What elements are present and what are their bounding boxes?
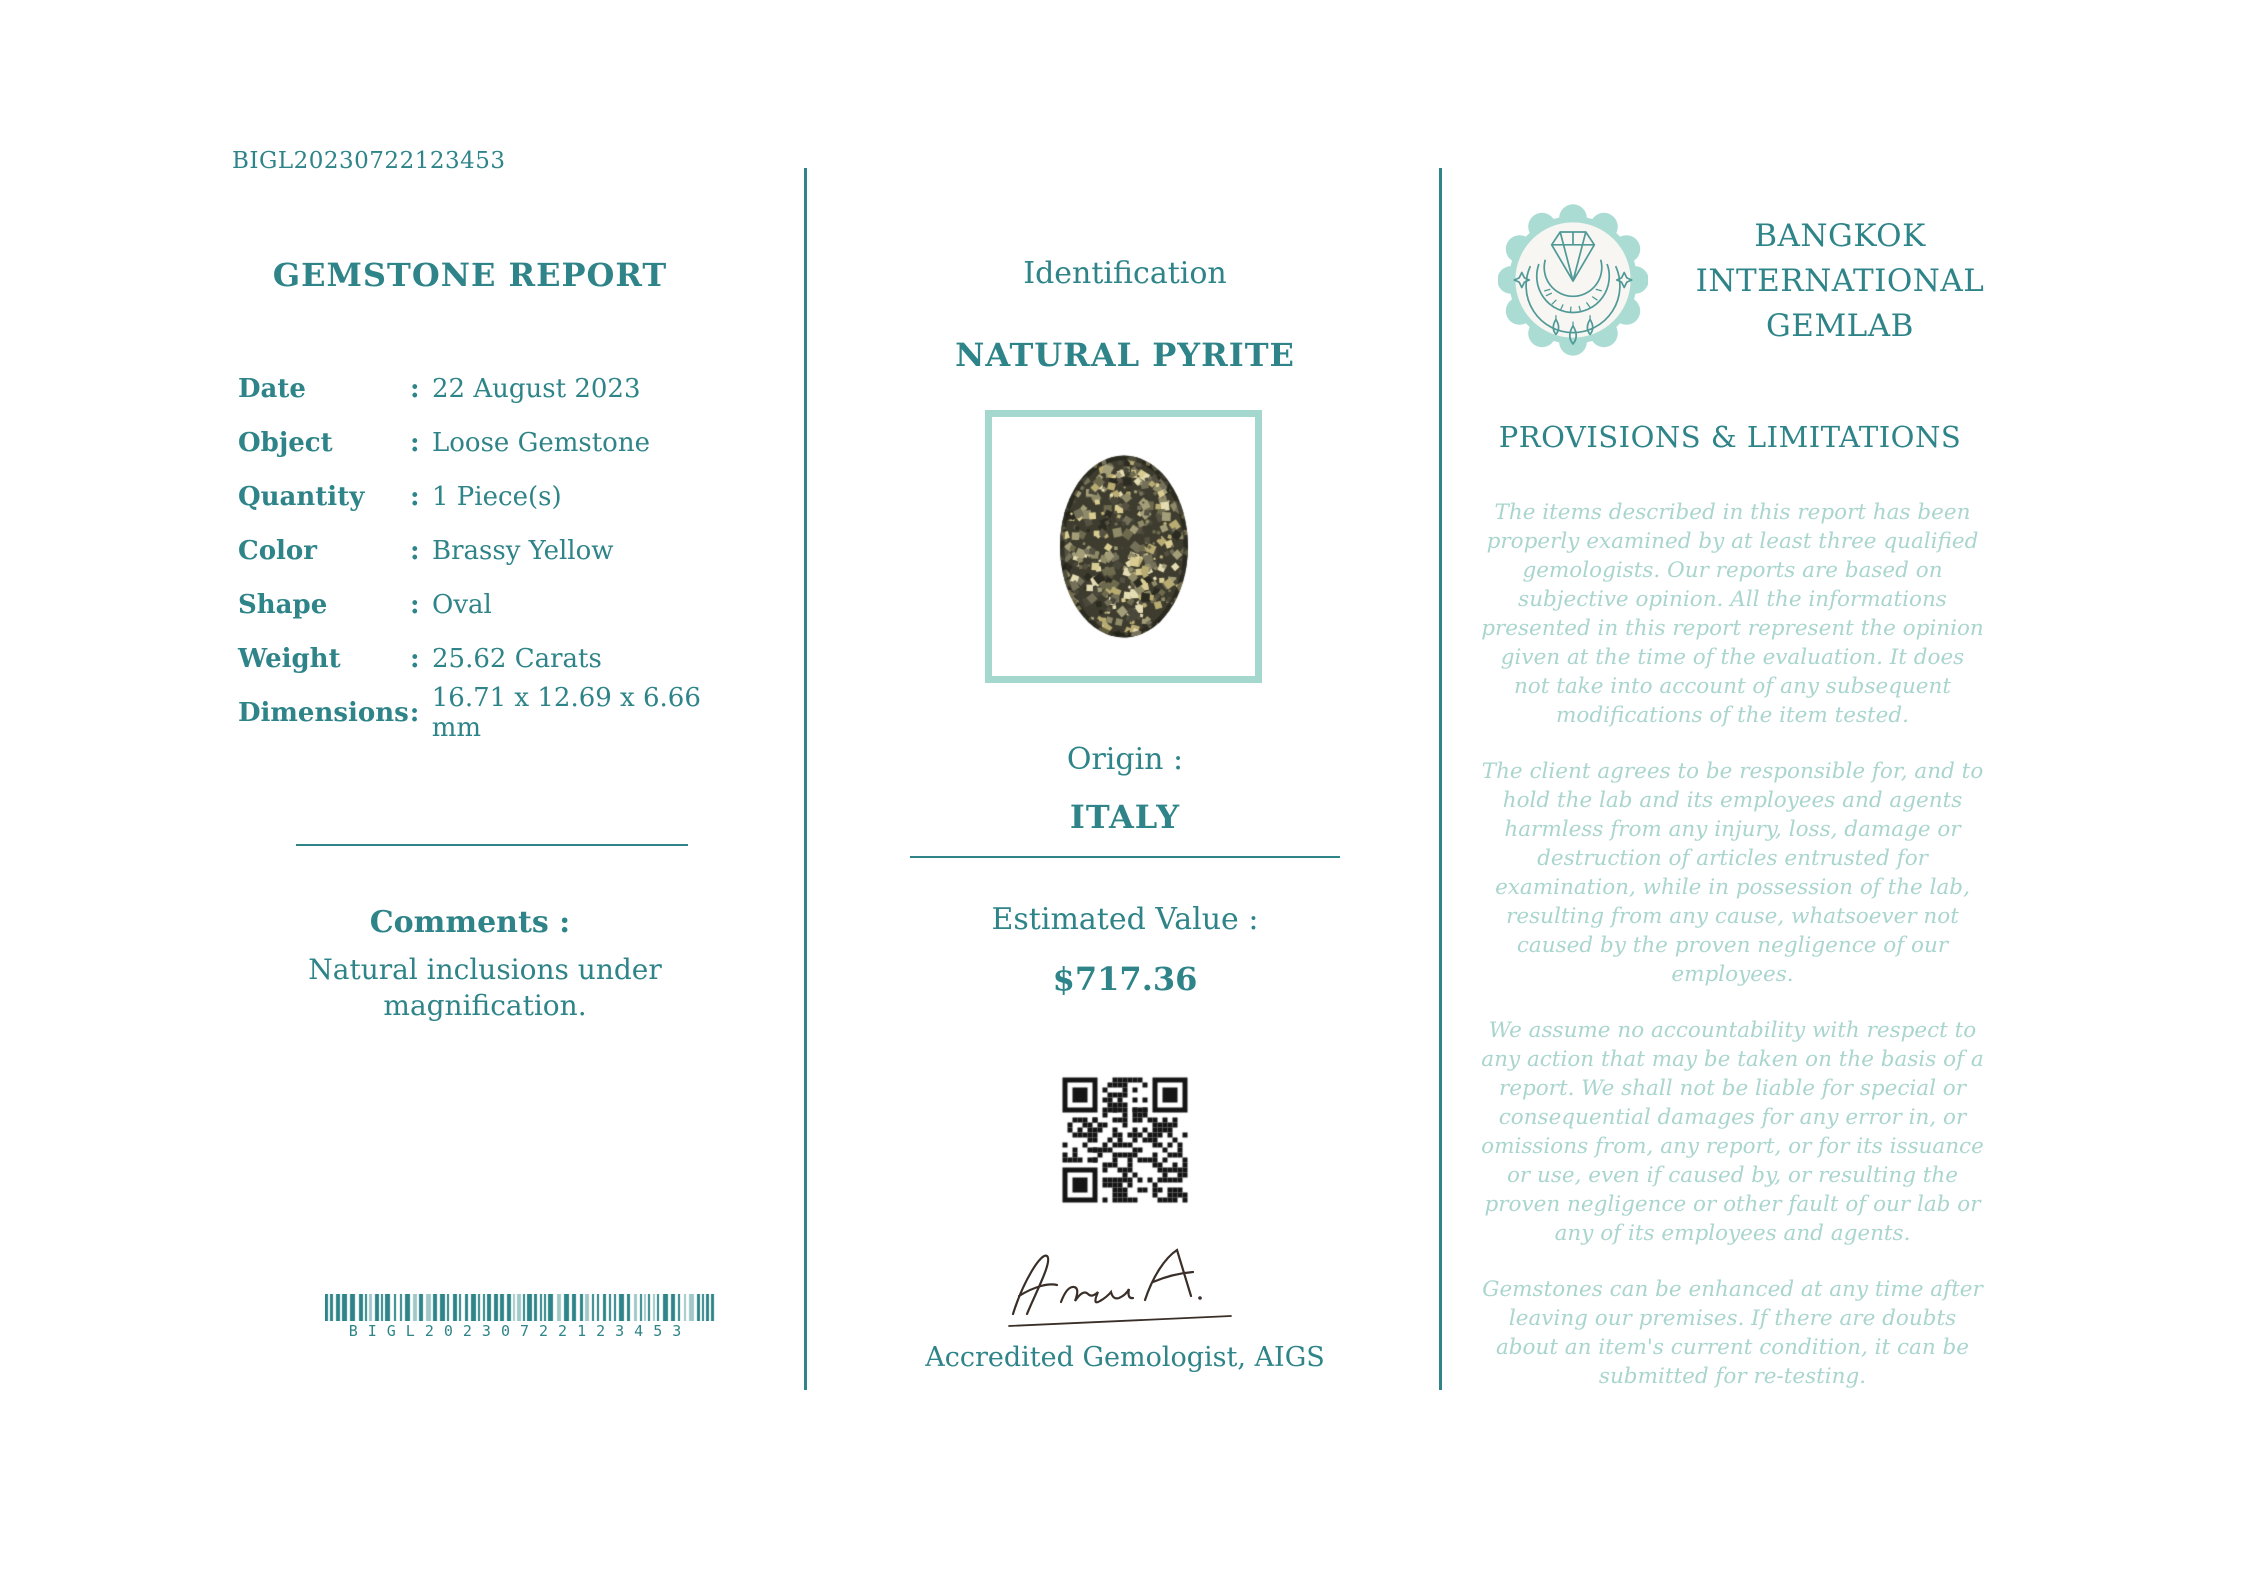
- detail-row-object: [238, 416, 758, 470]
- field-colon: :: [410, 428, 420, 458]
- estimated-value-label: Estimated Value :: [991, 902, 1259, 937]
- field-label: Date: [238, 374, 306, 404]
- field-value: Loose Gemstone: [432, 428, 650, 458]
- provisions-paragraph: The items described in this report has been properly examined by at least three qualified gemologists. Our reports are based on subjective opinion. All the informations presented in this report represent the opinion given at the time of the evaluation. It does not take into account of any subsequent modifications of the item tested.: [1481, 500, 1984, 728]
- gem-photo-frame: [985, 410, 1262, 683]
- field-value: 25.62 Carats: [432, 644, 602, 674]
- column-divider-left: [804, 168, 807, 1390]
- field-label: Shape: [238, 590, 328, 620]
- identification-heading: Identification: [1023, 256, 1227, 291]
- provisions-text: [1480, 498, 1985, 1418]
- estimated-value: $717.36: [1052, 960, 1198, 998]
- origin-label: Origin :: [1066, 742, 1184, 777]
- gemologist-signature: [995, 1236, 1245, 1336]
- middle-divider: [910, 856, 1340, 858]
- lab-name-line: GEMLAB: [1766, 308, 1914, 344]
- field-colon: :: [410, 374, 420, 404]
- comments-heading: Comments :: [369, 905, 571, 940]
- field-colon: :: [410, 590, 420, 620]
- field-colon: :: [410, 536, 420, 566]
- detail-row-weight: [238, 632, 758, 686]
- field-value: Brassy Yellow: [432, 536, 614, 566]
- detail-row-quantity: [238, 470, 758, 524]
- gemlab-logo-icon: [1498, 200, 1648, 360]
- gem-photo: [1059, 454, 1189, 639]
- field-colon: :: [410, 482, 420, 512]
- detail-row-color: [238, 524, 758, 578]
- lab-name-line: BANGKOK: [1754, 218, 1926, 254]
- qr-code: [1061, 1076, 1189, 1204]
- field-label: Color: [238, 536, 317, 566]
- species-name: NATURAL PYRITE: [955, 336, 1295, 374]
- field-value: Oval: [432, 590, 492, 620]
- provisions-paragraph: Gemstones can be enhanced at any time after leaving our premises. If there are doubts about an item's current condition, it can be submitted for re-testing.: [1482, 1277, 1983, 1389]
- left-divider: [296, 844, 688, 846]
- field-label: Dimensions: [238, 698, 409, 728]
- lab-name: [1655, 214, 2025, 349]
- barcode: [325, 1294, 715, 1321]
- report-number: BIGL20230722123453: [232, 148, 506, 174]
- provisions-heading: PROVISIONS & LIMITATIONS: [1498, 420, 1962, 454]
- detail-row-shape: [238, 578, 758, 632]
- field-colon: :: [409, 698, 420, 728]
- origin-value: ITALY: [1069, 798, 1181, 836]
- field-label: Quantity: [238, 482, 365, 512]
- field-label: Object: [238, 428, 333, 458]
- barcode-text: BIGL20230722123453: [348, 1322, 692, 1340]
- details-table: [238, 362, 758, 743]
- field-label: Weight: [238, 644, 341, 674]
- field-colon: :: [410, 644, 420, 674]
- field-value: 1 Piece(s): [432, 482, 562, 512]
- provisions-paragraph: We assume no accountability with respect to any action that may be taken on the basis of a report. We shall not be liable for special or consequential damages for any error in, or omissions from, any report, or for its issuance or use, even if caused by, or resulting the proven negligence or other fault of our lab or any of its employees and agents.: [1481, 1018, 1984, 1246]
- field-value: 22 August 2023: [432, 374, 641, 404]
- provisions-paragraph: The client agrees to be responsible for, and to hold the lab and its employees and agents harmless from any injury, loss, damage or destruction of articles entrusted for examination, while in possession of the lab, resulting from any cause, whatsoever not caused by the proven negligence of our employees.: [1481, 759, 1984, 987]
- lab-name-line: INTERNATIONAL: [1695, 263, 1985, 299]
- report-title: GEMSTONE REPORT: [272, 256, 668, 294]
- comments-text: Natural inclusions under magnification.: [308, 953, 662, 1023]
- detail-row-date: [238, 362, 758, 416]
- field-value: 16.71 x 12.69 x 6.66 mm: [431, 683, 701, 743]
- detail-row-dimensions: [238, 683, 758, 743]
- signer-title: Accredited Gemologist, AIGS: [925, 1342, 1325, 1373]
